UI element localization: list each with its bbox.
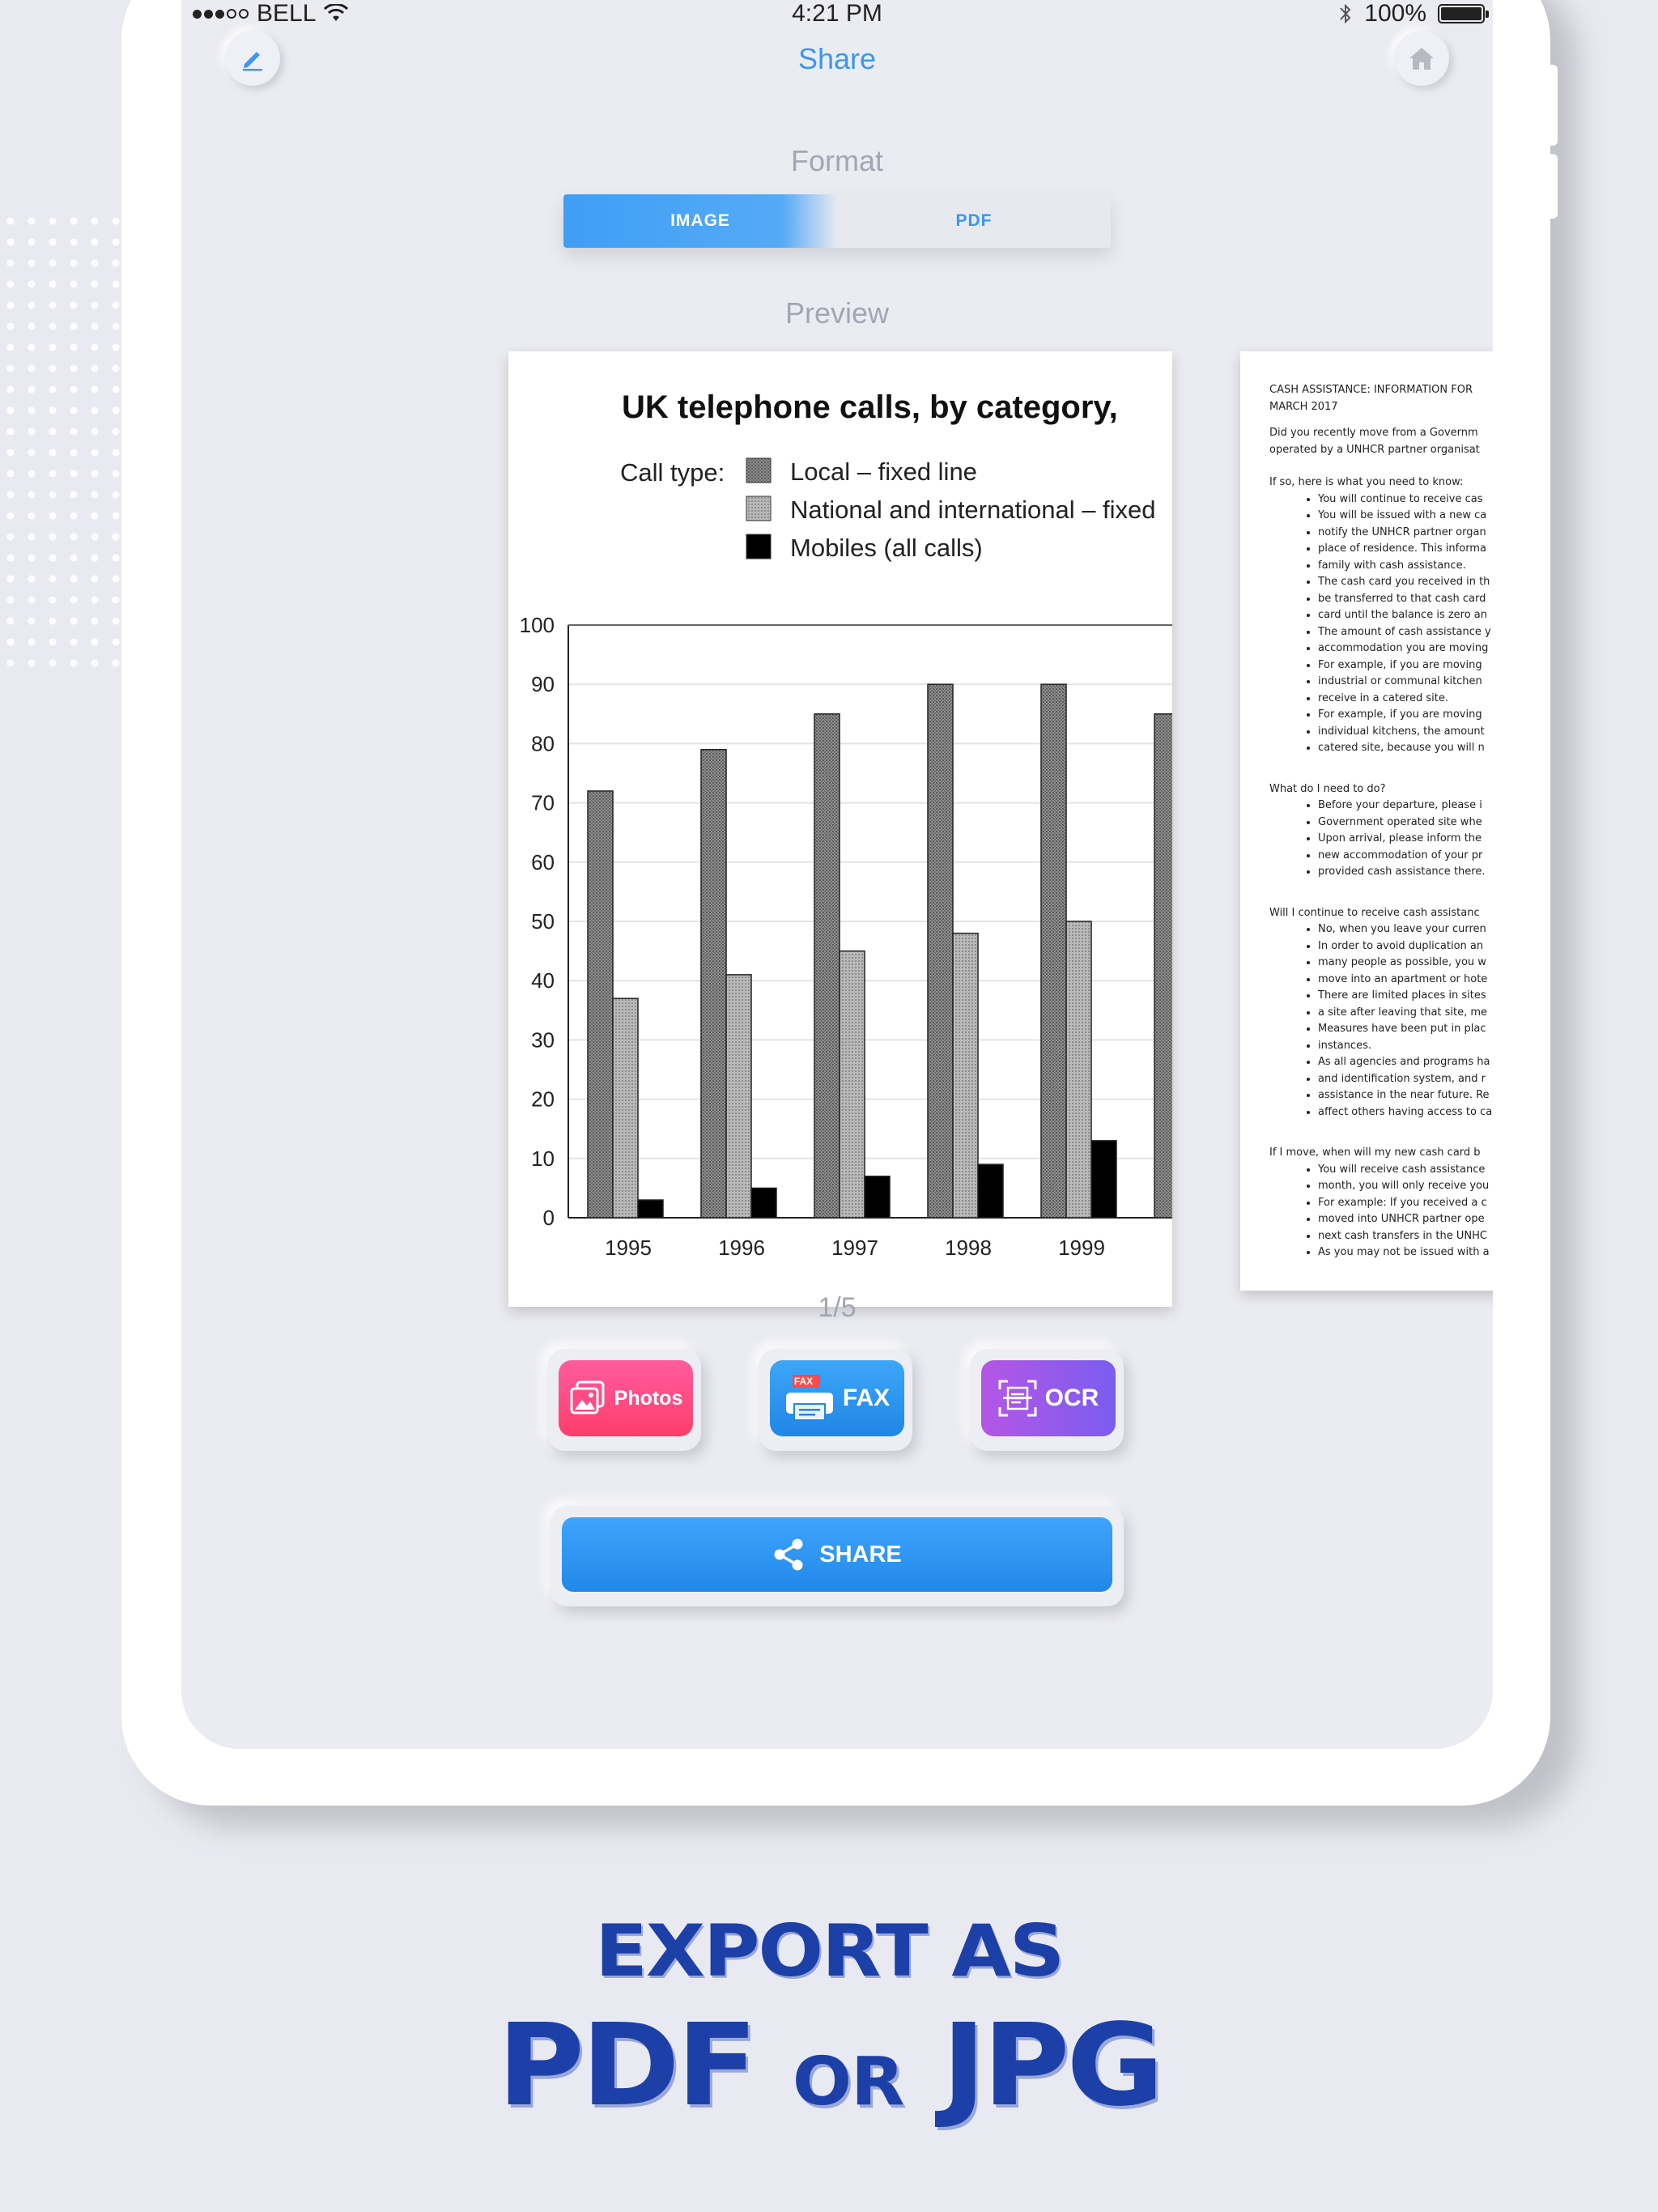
bar [726,975,751,1218]
format-label: Format [790,144,883,177]
doc-list-item: • You will continue to receive cas [1318,491,1493,508]
doc-list-item: • many people as possible, you w [1318,955,1493,972]
app-screen [181,0,1493,1749]
y-tick-label: 70 [531,790,555,815]
photos-button-container [547,1349,701,1451]
legend-swatch [746,458,771,483]
doc-list-item: • family with cash assistance. [1318,558,1493,575]
ocr-scan-icon [998,1380,1037,1417]
format-option-image[interactable]: IMAGE [563,194,837,248]
doc-list-item: • The cash card you received in th [1318,574,1493,591]
y-tick-label: 80 [531,731,555,756]
doc-list-item: • There are limited places in sites [1318,988,1493,1005]
x-tick-label: 1998 [945,1236,992,1260]
chart-bars [588,684,1172,1260]
bar [1041,684,1066,1218]
doc-list-item: • Government operated site whe [1318,815,1493,832]
doc-list-item: • instances. [1318,1038,1493,1055]
bluetooth-icon [1338,2,1353,26]
y-tick-label: 20 [531,1087,555,1112]
fax-badge: FAX [793,1376,814,1387]
doc-list-item: • next cash transfers in the UNHC [1318,1228,1493,1245]
home-button[interactable] [1394,31,1449,86]
bar [613,998,638,1218]
x-tick-label: 1999 [1058,1236,1105,1260]
format-option-pdf[interactable]: PDF [955,211,993,230]
bar [814,714,840,1218]
doc-list-item: • You will be issued with a new ca [1318,508,1493,525]
doc-list-item: • affect others having access to ca [1318,1104,1493,1121]
bar [978,1164,1003,1218]
x-tick-label: 1996 [718,1236,765,1260]
doc-list [1269,798,1493,881]
legend-swatch [746,496,771,521]
doc-list-item: • For example: If you received a c [1318,1195,1493,1212]
home-icon [1407,45,1436,72]
format-segmented-control [563,194,1111,248]
promo-pdf: PDF [497,2000,755,2132]
doc-list-item: • assistance in the near future. Re [1318,1087,1493,1104]
fax-button[interactable] [770,1360,904,1436]
ocr-button[interactable] [981,1360,1116,1436]
x-tick-label: 1995 [605,1236,652,1260]
promo-or: OR [792,2044,904,2121]
promo-subheadline [0,2000,1658,2132]
device-side-button [1550,65,1558,146]
share-label: SHARE [819,1541,902,1568]
page-indicator: 1/5 [818,1292,857,1323]
document-text [1269,382,1493,1286]
bar [928,684,953,1218]
bar [840,951,865,1218]
y-tick-label: 40 [531,968,555,993]
legend-label: Mobiles (all calls) [790,534,983,562]
fax-label: FAX [842,1385,891,1411]
doc-list-item: • industrial or communal kitchen [1318,674,1493,691]
doc-list-item: • Upon arrival, please inform the [1318,831,1493,848]
doc-list-item: • In order to avoid duplication an [1318,938,1493,955]
doc-list-item: • be transferred to that cash card [1318,591,1493,608]
bar [701,750,726,1218]
doc-list-item: • moved into UNHCR partner ope [1318,1211,1493,1228]
bar [638,1200,663,1218]
doc-list [1269,1162,1493,1261]
y-tick-label: 90 [531,672,555,697]
bar [588,791,613,1218]
y-tick-label: 60 [531,849,555,874]
doc-paragraph: What do I need to do? [1269,782,1386,795]
status-time: 4:21 PM [792,0,882,27]
bar [751,1188,776,1218]
battery-icon [1438,4,1485,23]
preview-page-chart[interactable] [508,351,1172,1307]
doc-paragraph: Did you recently move from a Governm [1269,427,1478,439]
y-tick-label: 50 [531,909,555,934]
doc-list-item: • Before your departure, please i [1318,798,1493,815]
doc-paragraph: operated by a UNHCR partner organisat [1269,443,1480,456]
photos-button[interactable] [559,1360,693,1436]
doc-list-item: • For example, if you are moving [1318,657,1493,674]
ocr-label: OCR [1044,1385,1099,1411]
preview-page-document[interactable] [1240,351,1493,1291]
y-tick-label: 30 [531,1027,555,1053]
chart-legend [746,457,1156,562]
decorative-dots [0,211,130,680]
doc-list-item: • As all agencies and programs ha [1318,1054,1493,1071]
photos-label: Photos [614,1386,683,1410]
doc-list-item: • catered site, because you will n [1318,740,1493,757]
promo-jpg: JPG [942,2000,1161,2132]
doc-heading: CASH ASSISTANCE: INFORMATION FOR [1269,384,1473,396]
doc-list-item: • new accommodation of your pr [1318,848,1493,865]
bar [865,1176,890,1218]
doc-list-item: • No, when you leave your curren [1318,921,1493,938]
doc-list-item: • receive in a catered site. [1318,691,1493,708]
ocr-button-container [970,1349,1124,1451]
y-tick-label: 0 [542,1206,555,1230]
chart-title: UK telephone calls, by category, [622,389,1118,425]
doc-list-item: • move into an apartment or hote [1318,972,1493,989]
photos-icon [569,1380,606,1416]
doc-paragraph: Will I continue to receive cash assistanc [1269,906,1480,919]
carrier-name: BELL [257,0,317,27]
doc-list-item: • and identification system, and r [1318,1071,1493,1088]
legend-title: Call type: [620,458,725,487]
fax-button-container [759,1349,912,1451]
doc-list-item: • a site after leaving that site, me [1318,1005,1493,1022]
legend-swatch [746,534,771,559]
bar-chart [508,351,1172,1307]
doc-heading: MARCH 2017 [1269,400,1338,413]
doc-list-item: • You will receive cash assistance [1318,1162,1493,1179]
doc-list-item: • For example, if you are moving [1318,707,1493,724]
fax-printer-icon [784,1375,835,1422]
promo-headline: EXPORT AS [594,1909,1064,1993]
x-tick-label: 1997 [831,1236,878,1260]
bar [953,934,978,1218]
doc-list-item: • accommodation you are moving [1318,640,1493,657]
device-side-button [1550,154,1558,219]
doc-paragraph: If so, here is what you need to know: [1269,476,1464,488]
share-icon [772,1538,805,1572]
doc-list-item: • individual kitchens, the amount [1318,724,1493,741]
doc-list-item: • card until the balance is zero an [1318,607,1493,624]
share-button[interactable] [562,1517,1112,1592]
doc-list [1269,921,1493,1121]
doc-list-item: • place of residence. This informa [1318,541,1493,558]
doc-list-item: • As you may not be issued with a [1318,1244,1493,1261]
doc-paragraph: If I move, when will my new cash card b [1269,1146,1481,1159]
nav-title: Share [797,42,877,75]
y-tick-label: 10 [531,1146,555,1171]
bar [1091,1141,1116,1218]
doc-list [1269,491,1493,757]
status-bar [181,0,1493,32]
bar [1154,714,1172,1218]
doc-list-item: • Measures have been put in plac [1318,1021,1493,1038]
doc-list-item: • notify the UNHCR partner organ [1318,525,1493,542]
legend-label: National and international – fixed [790,496,1156,524]
bar [1066,921,1091,1218]
share-button-container [551,1506,1124,1606]
legend-label: Local – fixed line [790,457,977,486]
doc-list-item: • provided cash assistance there. [1318,864,1493,881]
preview-label: Preview [784,296,890,330]
battery-percent: 100% [1364,0,1426,27]
doc-list-item: • The amount of cash assistance y [1318,624,1493,641]
y-tick-label: 100 [519,613,555,637]
doc-list-item: • month, you will only receive you [1318,1178,1493,1195]
